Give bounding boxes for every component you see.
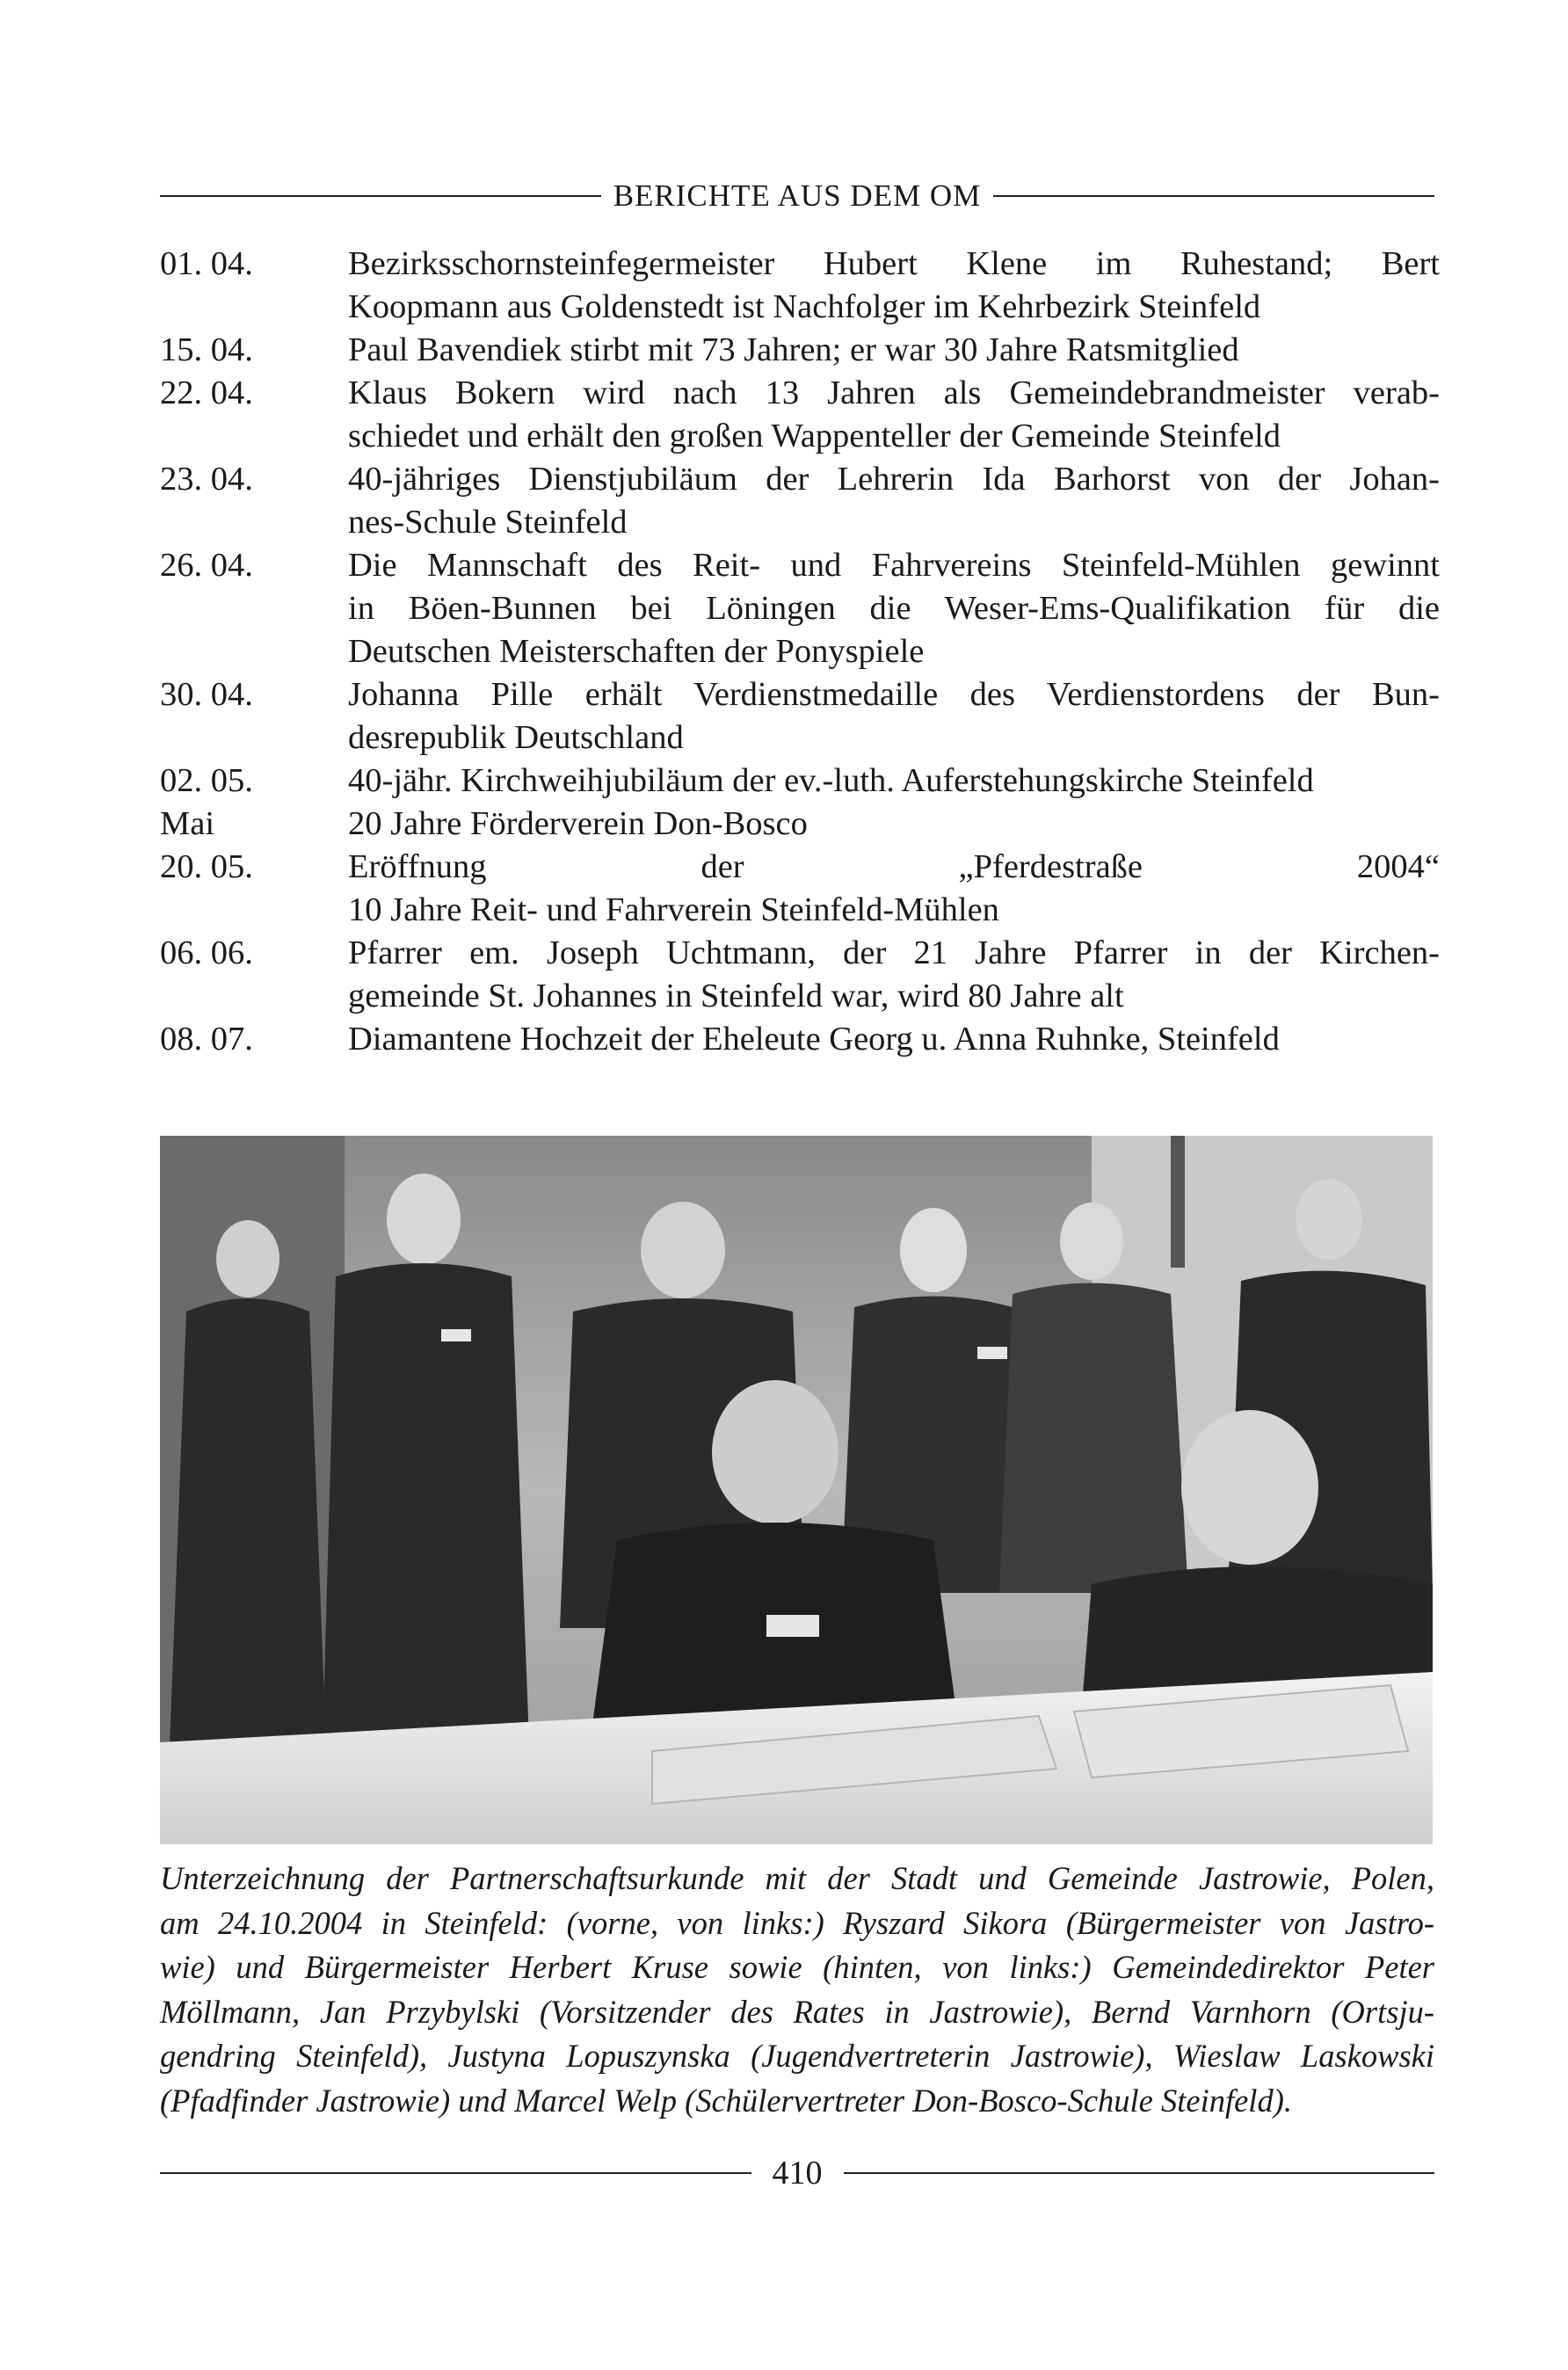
chronicle-entry bbox=[160, 846, 1440, 932]
running-title: BERICHTE AUS DEM OM bbox=[613, 178, 982, 213]
entry-text bbox=[348, 329, 1440, 372]
entry-text bbox=[348, 846, 1440, 932]
entry-text bbox=[348, 1018, 1440, 1061]
entry-date: Mai bbox=[160, 805, 215, 842]
running-header bbox=[160, 172, 1434, 220]
entry-text-line: Deutschen Meisterschaften der Ponyspiele bbox=[348, 633, 925, 670]
entry-date: 06. 06. bbox=[160, 934, 253, 971]
caption-line: gendring Steinfeld), Justyna Lopuszynska (Jugendvertreterin Jastrowie), Wieslaw Laskowski bbox=[160, 2038, 1434, 2074]
entry-date: 08. 07. bbox=[160, 1021, 253, 1058]
entry-text bbox=[348, 760, 1440, 803]
entry-text-line: 10 Jahre Reit- und Fahrverein Steinfeld-Mühlen bbox=[348, 891, 999, 928]
entry-text-line: 20 Jahre Förderverein Don-Bosco bbox=[348, 805, 808, 842]
entry-date: 30. 04. bbox=[160, 676, 253, 713]
entry-date: 26. 04. bbox=[160, 547, 253, 584]
chronicle-entry bbox=[160, 932, 1440, 1018]
entry-text-line: 40-jähr. Kirchweihjubiläum der ev.-luth. Auferstehungskirche Steinfeld bbox=[348, 762, 1314, 799]
page-number: 410 bbox=[772, 2155, 823, 2192]
entry-text bbox=[348, 243, 1440, 329]
chronicle-entry bbox=[160, 329, 1440, 372]
caption-line: Unterzeichnung der Partnerschaftsurkunde mit der Stadt und Gemeinde Jastrowie, Polen, bbox=[160, 1860, 1434, 1896]
entry-text-line: Diamantene Hochzeit der Eheleute Georg u. Anna Ruhnke, Steinfeld bbox=[348, 1021, 1280, 1058]
header-rule-left bbox=[160, 195, 601, 197]
chronicle-entry bbox=[160, 1018, 1440, 1061]
entry-text bbox=[348, 803, 1440, 846]
footer-rule-left bbox=[160, 2172, 751, 2174]
entry-text bbox=[348, 458, 1440, 544]
footer-rule-right bbox=[844, 2172, 1435, 2174]
chronicle-entry bbox=[160, 544, 1440, 673]
entry-date: 23. 04. bbox=[160, 461, 253, 498]
entry-text bbox=[348, 673, 1440, 760]
entry-text-line: schiedet und erhält den großen Wappenteller der Gemeinde Steinfeld bbox=[348, 418, 1281, 454]
photo-caption bbox=[160, 1857, 1434, 2123]
caption-line: Möllmann, Jan Przybylski (Vorsitzender des Rates in Jastrowie), Bernd Varnhorn (Ortsju- bbox=[160, 1993, 1434, 2030]
entry-date: 01. 04. bbox=[160, 245, 253, 282]
chronicle-entry bbox=[160, 372, 1440, 458]
caption-line: am 24.10.2004 in Steinfeld: (vorne, von links:) Ryszard Sikora (Bürgermeister von Jastro- bbox=[160, 1904, 1434, 1941]
caption-line: (Pfadfinder Jastrowie) und Marcel Welp (Schülervertreter Don-Bosco-Schule Steinfeld). bbox=[160, 2082, 1292, 2119]
chronicle-entry bbox=[160, 243, 1440, 329]
entry-text-line: desrepublik Deutschland bbox=[348, 719, 684, 756]
chronicle-list bbox=[160, 243, 1440, 1061]
chronicle-entry bbox=[160, 673, 1440, 760]
entry-text-line: Paul Bavendiek stirbt mit 73 Jahren; er war 30 Jahre Ratsmitglied bbox=[348, 331, 1239, 368]
chronicle-entry bbox=[160, 760, 1440, 803]
entry-text-line: in Böen-Bunnen bei Löningen die Weser-Ems-Qualifikation für die bbox=[348, 590, 1440, 627]
page-footer bbox=[160, 2148, 1434, 2198]
entry-text-line: Klaus Bokern wird nach 13 Jahren als Gemeindebrandmeister verab- bbox=[348, 374, 1440, 411]
entry-date: 02. 05. bbox=[160, 762, 253, 799]
entry-date: 20. 05. bbox=[160, 848, 253, 885]
entry-date: 15. 04. bbox=[160, 331, 253, 368]
entry-date: 22. 04. bbox=[160, 374, 253, 411]
entry-text-line: 40-jähriges Dienstjubiläum der Lehrerin Ida Barhorst von der Johan- bbox=[348, 461, 1440, 498]
chronicle-entry bbox=[160, 458, 1440, 544]
entry-text-line: Eröffnung der „Pferdestraße 2004“ bbox=[348, 848, 1440, 885]
entry-text-line: Die Mannschaft des Reit- und Fahrvereins Steinfeld-Mühlen gewinnt bbox=[348, 547, 1440, 584]
entry-text-line: nes-Schule Steinfeld bbox=[348, 504, 628, 541]
entry-text-line: gemeinde St. Johannes in Steinfeld war, wird 80 Jahre alt bbox=[348, 978, 1124, 1014]
entry-text-line: Koopmann aus Goldenstedt ist Nachfolger im Kehrbezirk Steinfeld bbox=[348, 288, 1261, 325]
entry-text-line: Bezirksschornsteinfegermeister Hubert Klene im Ruhestand; Bert bbox=[348, 245, 1440, 282]
header-rule-right bbox=[993, 195, 1434, 197]
entry-text-line: Pfarrer em. Joseph Uchtmann, der 21 Jahre Pfarrer in der Kirchen- bbox=[348, 934, 1440, 971]
entry-text-line: Johanna Pille erhält Verdienstmedaille des Verdienstordens der Bun- bbox=[348, 676, 1440, 713]
entry-text bbox=[348, 932, 1440, 1018]
caption-line: wie) und Bürgermeister Herbert Kruse sowie (hinten, von links:) Gemeindedirektor Peter bbox=[160, 1949, 1434, 1985]
chronicle-entry bbox=[160, 803, 1440, 846]
entry-text bbox=[348, 372, 1440, 458]
entry-text bbox=[348, 544, 1440, 673]
signing-ceremony-photo bbox=[160, 1136, 1433, 1844]
